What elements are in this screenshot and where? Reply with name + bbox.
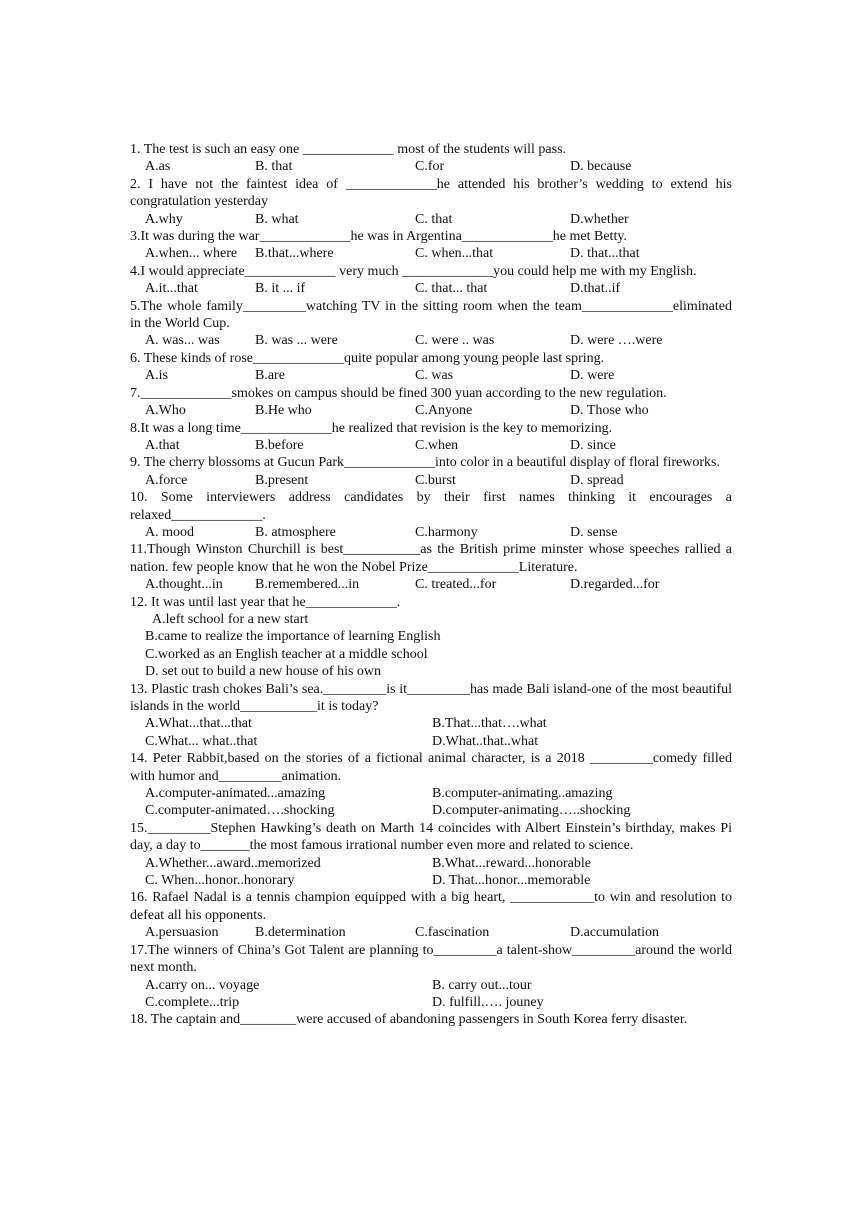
question-stem: 12. It was until last year that he_____________.: [130, 594, 401, 610]
question-15: [130, 820, 732, 890]
option-row: [130, 924, 732, 941]
question-stem: 10. Some interviewers address candidates by their first names thinking it encourages a relaxed_____________.: [130, 490, 732, 523]
option-a: A.carry on... voyage: [145, 977, 260, 993]
option-a: A.left school for a new start: [152, 611, 309, 627]
question-stem: 8.It was a long time_____________he realized that revision is the key to memorizing.: [130, 420, 613, 436]
option-d: D.What..that..what: [432, 733, 539, 749]
question-stem: 9. The cherry blossoms at Gucun Park_____________into color in a beautiful display of floral fireworks.: [130, 455, 720, 471]
option-c: C.fascination: [415, 925, 490, 941]
option-a: A.when... where: [145, 246, 238, 262]
option-b: B.What...reward...honorable: [432, 855, 591, 871]
option-row: [130, 437, 732, 454]
option-b: B.remembered...in: [255, 577, 360, 593]
option-d: D. set out to build a new house of his own: [145, 664, 382, 680]
option-row: [130, 472, 732, 489]
question-stem: 6. These kinds of rose_____________quite popular among young people last spring.: [130, 350, 605, 366]
option-b: B. it ... if: [255, 281, 306, 297]
option-c: C.What... what..that: [145, 733, 258, 749]
question-16: [130, 889, 732, 941]
question-stem: 2. I have not the faintest idea of _____________he attended his brother’s wedding to extend his congratulation yesterday: [130, 176, 732, 210]
option-row: [130, 158, 732, 175]
question-4: [130, 263, 732, 298]
option-row: [130, 367, 732, 384]
question-stem: 3.It was during the war_____________he was in Argentina_____________he met Betty.: [130, 229, 627, 245]
option-d: D. sense: [570, 524, 618, 540]
option-c: C. was: [415, 368, 454, 384]
option-d: D.whether: [570, 211, 629, 227]
question-9: [130, 454, 732, 489]
option-row: [130, 977, 732, 994]
option-b: B. atmosphere: [255, 524, 336, 540]
question-11: [130, 541, 732, 593]
question-stem: 11.Though Winston Churchill is best___________as the British prime minster whose speeches rallied a nation. few people know that he won the Nobel Prize_____________Literature.: [130, 542, 732, 575]
option-a: A.What...that...that: [145, 716, 252, 732]
question-stem: 15._________Stephen Hawking’s death on Marth 14 coincides with Albert Einstein’s birthday, makes Pi day, a day to_______the most famous irrational number even more and related to science.: [130, 820, 732, 854]
option-c: C.for: [415, 159, 445, 175]
question-13: [130, 681, 732, 751]
option-a: A.is: [145, 368, 168, 384]
option-b: B. what: [255, 211, 299, 227]
question-12: [130, 594, 732, 681]
option-row: [130, 994, 732, 1011]
option-b: B. carry out...tour: [432, 977, 532, 993]
question-17: [130, 942, 732, 1012]
option-a: A.as: [145, 159, 171, 175]
option-a: A. mood: [145, 524, 194, 540]
option-a: A.thought...in: [145, 577, 223, 593]
option-a: A.Whether...award..memorized: [145, 855, 321, 871]
question-2: [130, 176, 732, 228]
option-c: C. were .. was: [415, 333, 495, 349]
question-stem: 14. Peter Rabbit,based on the stories of a fictional animal character, is a 2018 _________comedy filled with humor and_________animation.: [130, 751, 732, 784]
question-stem: 18. The captain and________were accused of abandoning passengers in South Korea ferry disaster.: [130, 1012, 688, 1028]
question-stem: 16. Rafael Nadal is a tennis champion equipped with a big heart, ____________to win and resolution to defeat all his opponents.: [130, 890, 732, 923]
option-d: D. That...honor...memorable: [432, 873, 591, 889]
question-1: [130, 141, 732, 176]
question-18: [130, 1011, 732, 1028]
question-stem: 5.The whole family_________watching TV in the sitting room when the team_____________eliminated in the World Cup.: [130, 298, 732, 332]
option-d: D.computer-animating…..shocking: [432, 803, 631, 819]
option-row: [130, 802, 732, 819]
option-d: D. were: [570, 368, 615, 384]
option-b: B.came to realize the importance of learning English: [145, 629, 441, 645]
option-c: C.when: [415, 437, 459, 453]
option-c: C.Anyone: [415, 403, 473, 419]
question-7: [130, 385, 732, 420]
option-d: D.accumulation: [570, 925, 660, 941]
question-5: [130, 298, 732, 350]
question-3: [130, 228, 732, 263]
option-row: [130, 280, 732, 297]
option-d: D. fulfill.…. jouney: [432, 994, 544, 1010]
option-row: [130, 733, 732, 750]
question-stem: 1. The test is such an easy one _____________ most of the students will pass.: [130, 142, 567, 157]
option-d: D. spread: [570, 472, 624, 488]
option-a: A.it...that: [145, 281, 198, 297]
option-c: C.worked as an English teacher at a middle school: [145, 646, 428, 662]
option-b: B.are: [255, 368, 285, 384]
option-c: C. When...honor..honorary: [145, 873, 295, 889]
option-a: A.computer-animated...amazing: [145, 786, 326, 802]
option-row: [130, 872, 732, 889]
option-b: B.That...that….what: [432, 716, 547, 732]
question-stem: 13. Plastic trash chokes Bali’s sea._________is it_________has made Bali island-one of the most beautiful islands in the world___________it is today?: [130, 681, 732, 714]
option-a: A. was... was: [145, 333, 220, 349]
option-a: A.Who: [145, 403, 186, 419]
option-b: B.determination: [255, 925, 346, 941]
option-d: D.regarded...for: [570, 577, 660, 593]
option-row: [130, 785, 732, 802]
option-row: [130, 332, 732, 349]
option-d: D. since: [570, 437, 616, 453]
option-b: B.before: [255, 437, 304, 453]
option-b: B. was ... were: [255, 333, 338, 349]
option-a: A.force: [145, 472, 188, 488]
option-b: B.He who: [255, 403, 312, 419]
question-8: [130, 420, 732, 455]
option-c: C.harmony: [415, 524, 478, 540]
option-row: [130, 576, 732, 593]
question-10: [130, 489, 732, 541]
question-6: [130, 350, 732, 385]
option-row: [130, 211, 732, 228]
option-c: C.computer-animated….shocking: [145, 803, 335, 819]
option-c: C. that: [415, 211, 453, 227]
option-d: D. Those who: [570, 403, 649, 419]
question-stem: 17.The winners of China’s Got Talent are planning to_________a talent-show_________around the world next month.: [130, 942, 732, 976]
option-c: C.burst: [415, 472, 456, 488]
option-b: B.that...where: [255, 246, 334, 262]
option-b: B.computer-animating..amazing: [432, 786, 613, 802]
option-a: A.why: [145, 211, 183, 227]
exercise-document: [130, 141, 732, 1029]
question-stem: 7._____________smokes on campus should be fined 300 yuan according to the new regulation.: [130, 385, 667, 401]
option-d: D. were ….were: [570, 333, 663, 349]
question-stem: 4.I would appreciate_____________ very much _____________you could help me with my English.: [130, 263, 697, 279]
option-row: [130, 855, 732, 872]
option-c: C.complete...trip: [145, 994, 240, 1010]
option-b: B.present: [255, 472, 309, 488]
option-row: [130, 715, 732, 732]
option-row: [130, 402, 732, 419]
question-14: [130, 750, 732, 820]
option-c: C. treated...for: [415, 577, 497, 593]
option-a: A.persuasion: [145, 925, 219, 941]
option-d: D. that...that: [570, 246, 640, 262]
option-c: C. when...that: [415, 246, 494, 262]
option-row: [130, 245, 732, 262]
option-d: D. because: [570, 159, 632, 175]
option-d: D.that..if: [570, 281, 621, 297]
option-a: A.that: [145, 437, 180, 453]
option-b: B. that: [255, 159, 293, 175]
option-c: C. that... that: [415, 281, 488, 297]
option-row: [130, 524, 732, 541]
